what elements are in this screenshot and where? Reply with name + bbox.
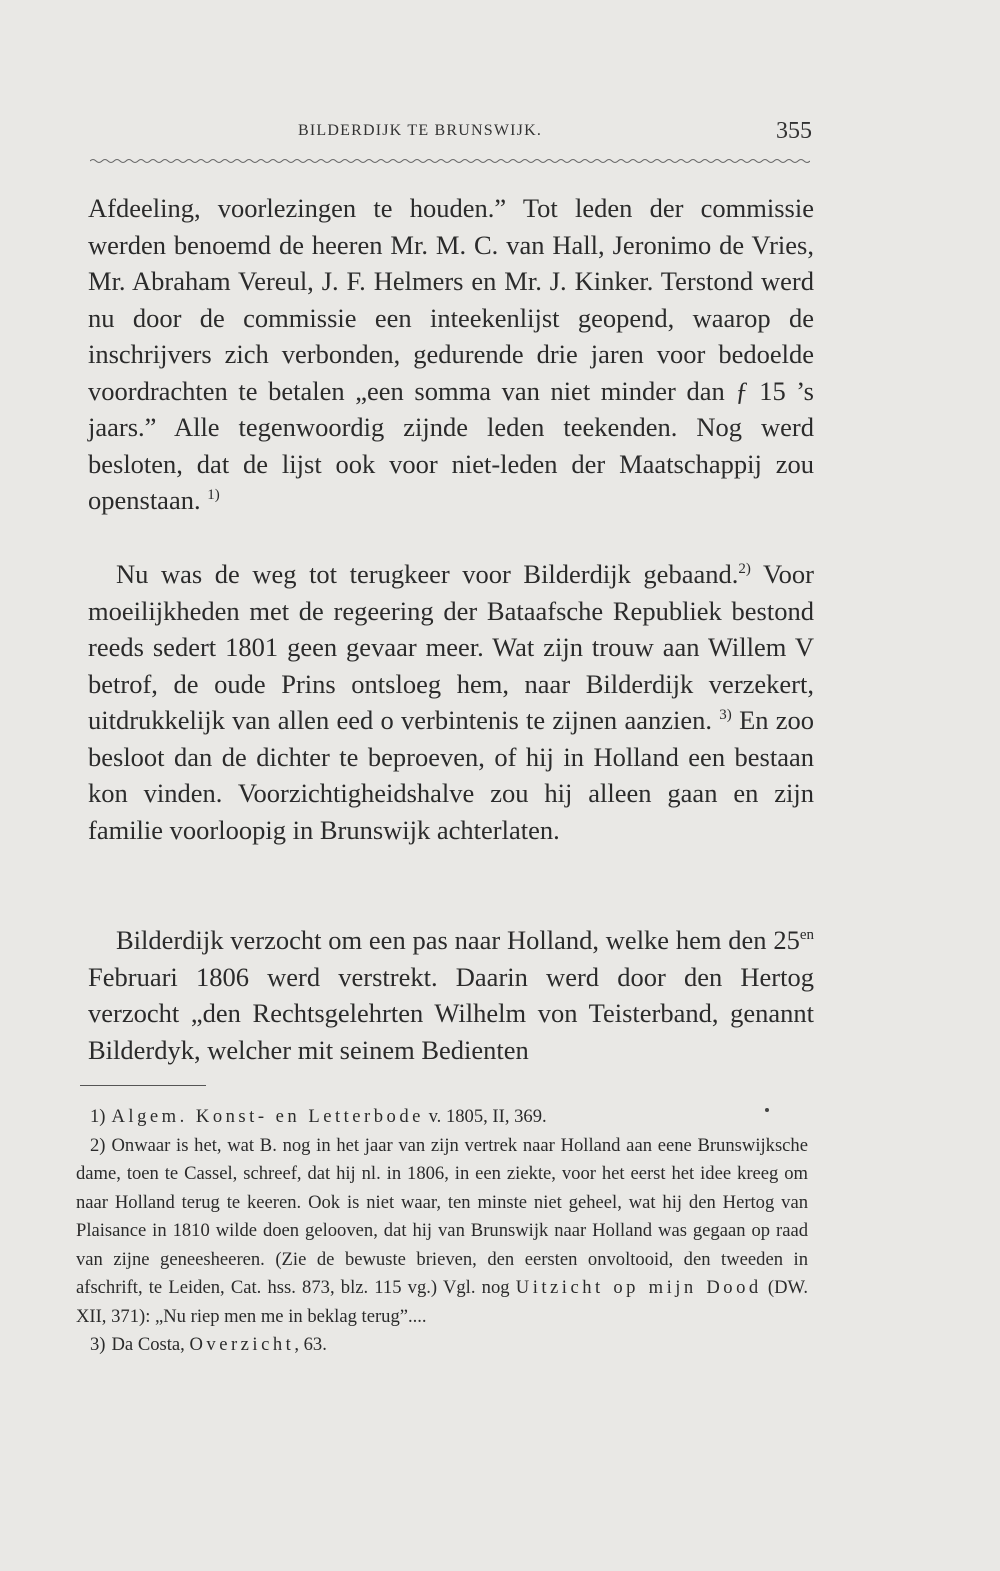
footnote-1: [76, 1103, 808, 1132]
footnote-3-title: Overzicht: [189, 1334, 295, 1355]
paragraph-3-text-b: Februari 1806 werd verstrekt. Daarin werd door den Hertog verzocht „den Rechtsgelehrten Wilhelm von Teisterband, genannt Bilderdyk, welcher mit seinem Bedienten: [88, 961, 814, 1065]
page-number: 355: [776, 118, 812, 144]
footnote-2: [76, 1132, 808, 1332]
page-header: [90, 118, 812, 158]
footnote-3-text-b: , 63.: [294, 1334, 327, 1355]
footnote-separator: [80, 1085, 206, 1086]
footnote-3-text-a: Da Costa,: [111, 1334, 185, 1355]
note-ref-2: 2): [738, 561, 751, 578]
footnote-2-text-a: Onwaar is het, wat B. nog in het jaar van zijn vertrek naar Holland aan eene Brunswijksche dame, toen te Cassel, schreef, dat hij nl. in 1806, in een ziekte, voor het eerst het idee kreeg om naar Holland terug te keeren. Ook is niet waar, ten minste niet geheel, wat hij den Hertog van Plaisance in 1810 wilde doen gelooven, dat hij van Brunswijk naar Holland was gegaan op raad van zijne geneesheeren. (Zie de bewuste brieven, den eersten onvoltooid, den tweeden in afschrift, te Leiden, Cat. hss. 873, blz. 115 vg.) Vgl. nog: [76, 1134, 808, 1298]
paragraph-3-text-a: Bilderdijk verzocht om een pas naar Holland, welke hem den 25: [116, 925, 800, 955]
footnote-3: [76, 1331, 808, 1360]
footnote-3-number: 3): [90, 1334, 106, 1355]
footnote-1-title: Algem. Konst- en Letterbode: [111, 1106, 424, 1127]
paragraph-1: [88, 190, 814, 519]
footnote-2-title: Uitzicht op mijn Dood: [515, 1277, 762, 1298]
superscript-en: en: [799, 927, 814, 944]
header-wavy-rule: [90, 158, 810, 164]
paragraph-3: [88, 922, 814, 1068]
footnote-1-number: 1): [90, 1106, 106, 1127]
footnote-1-text: v. 1805, II, 369.: [428, 1106, 547, 1127]
running-title: BILDERDIJK TE BRUNSWIJK.: [298, 122, 543, 139]
paragraph-2-text-b: Voor moeilijkheden met de regeering der Bataafsche Republiek bestond reeds sedert 1801 geen gevaar meer. Wat zijn trouw aan Willem V betrof, de oude Prins ontsloeg hem, naar Bilderdijk verzekert, uitdrukkelijk van allen eed o verbintenis te zijnen aanzien.: [88, 559, 814, 735]
footnote-2-text-b: (DW. XII, 371): „Nu riep men me in beklag terug”....: [76, 1277, 809, 1327]
paragraph-2-text-a: Nu was de weg tot terugkeer voor Bilderdijk gebaand.: [116, 559, 739, 589]
note-ref-1: 1): [207, 487, 220, 504]
paragraph-2: [88, 556, 814, 848]
note-ref-3: 3): [719, 707, 732, 724]
footnotes: [76, 1103, 808, 1360]
footnote-2-number: 2): [90, 1134, 106, 1156]
paragraph-2-text-c: En zoo besloot dan de dichter te beproeven, of hij in Holland een bestaan kon vinden. Voorzichtigheidshalve zou hij alleen gaan en zijn familie voorloopig in Brunswijk achterlaten.: [88, 705, 815, 845]
paragraph-1-text: Afdeeling, voorlezingen te houden.” Tot leden der commissie werden benoemd de heeren Mr. M. C. van Hall, Jeronimo de Vries, Mr. Abraham Vereul, J. F. Helmers en Mr. J. Kinker. Terstond werd nu door de commissie een inteekenlijst geopend, waarop de inschrijvers zich verbonden, gedurende drie jaren voor bedoelde voordrachten te betalen „een somma van niet minder dan ƒ 15 ’s jaars.” Alle tegenwoordig zijnde leden teekenden. Nog werd besloten, dat de lijst ook voor niet-leden der Maatschappij zou openstaan.: [88, 193, 814, 515]
